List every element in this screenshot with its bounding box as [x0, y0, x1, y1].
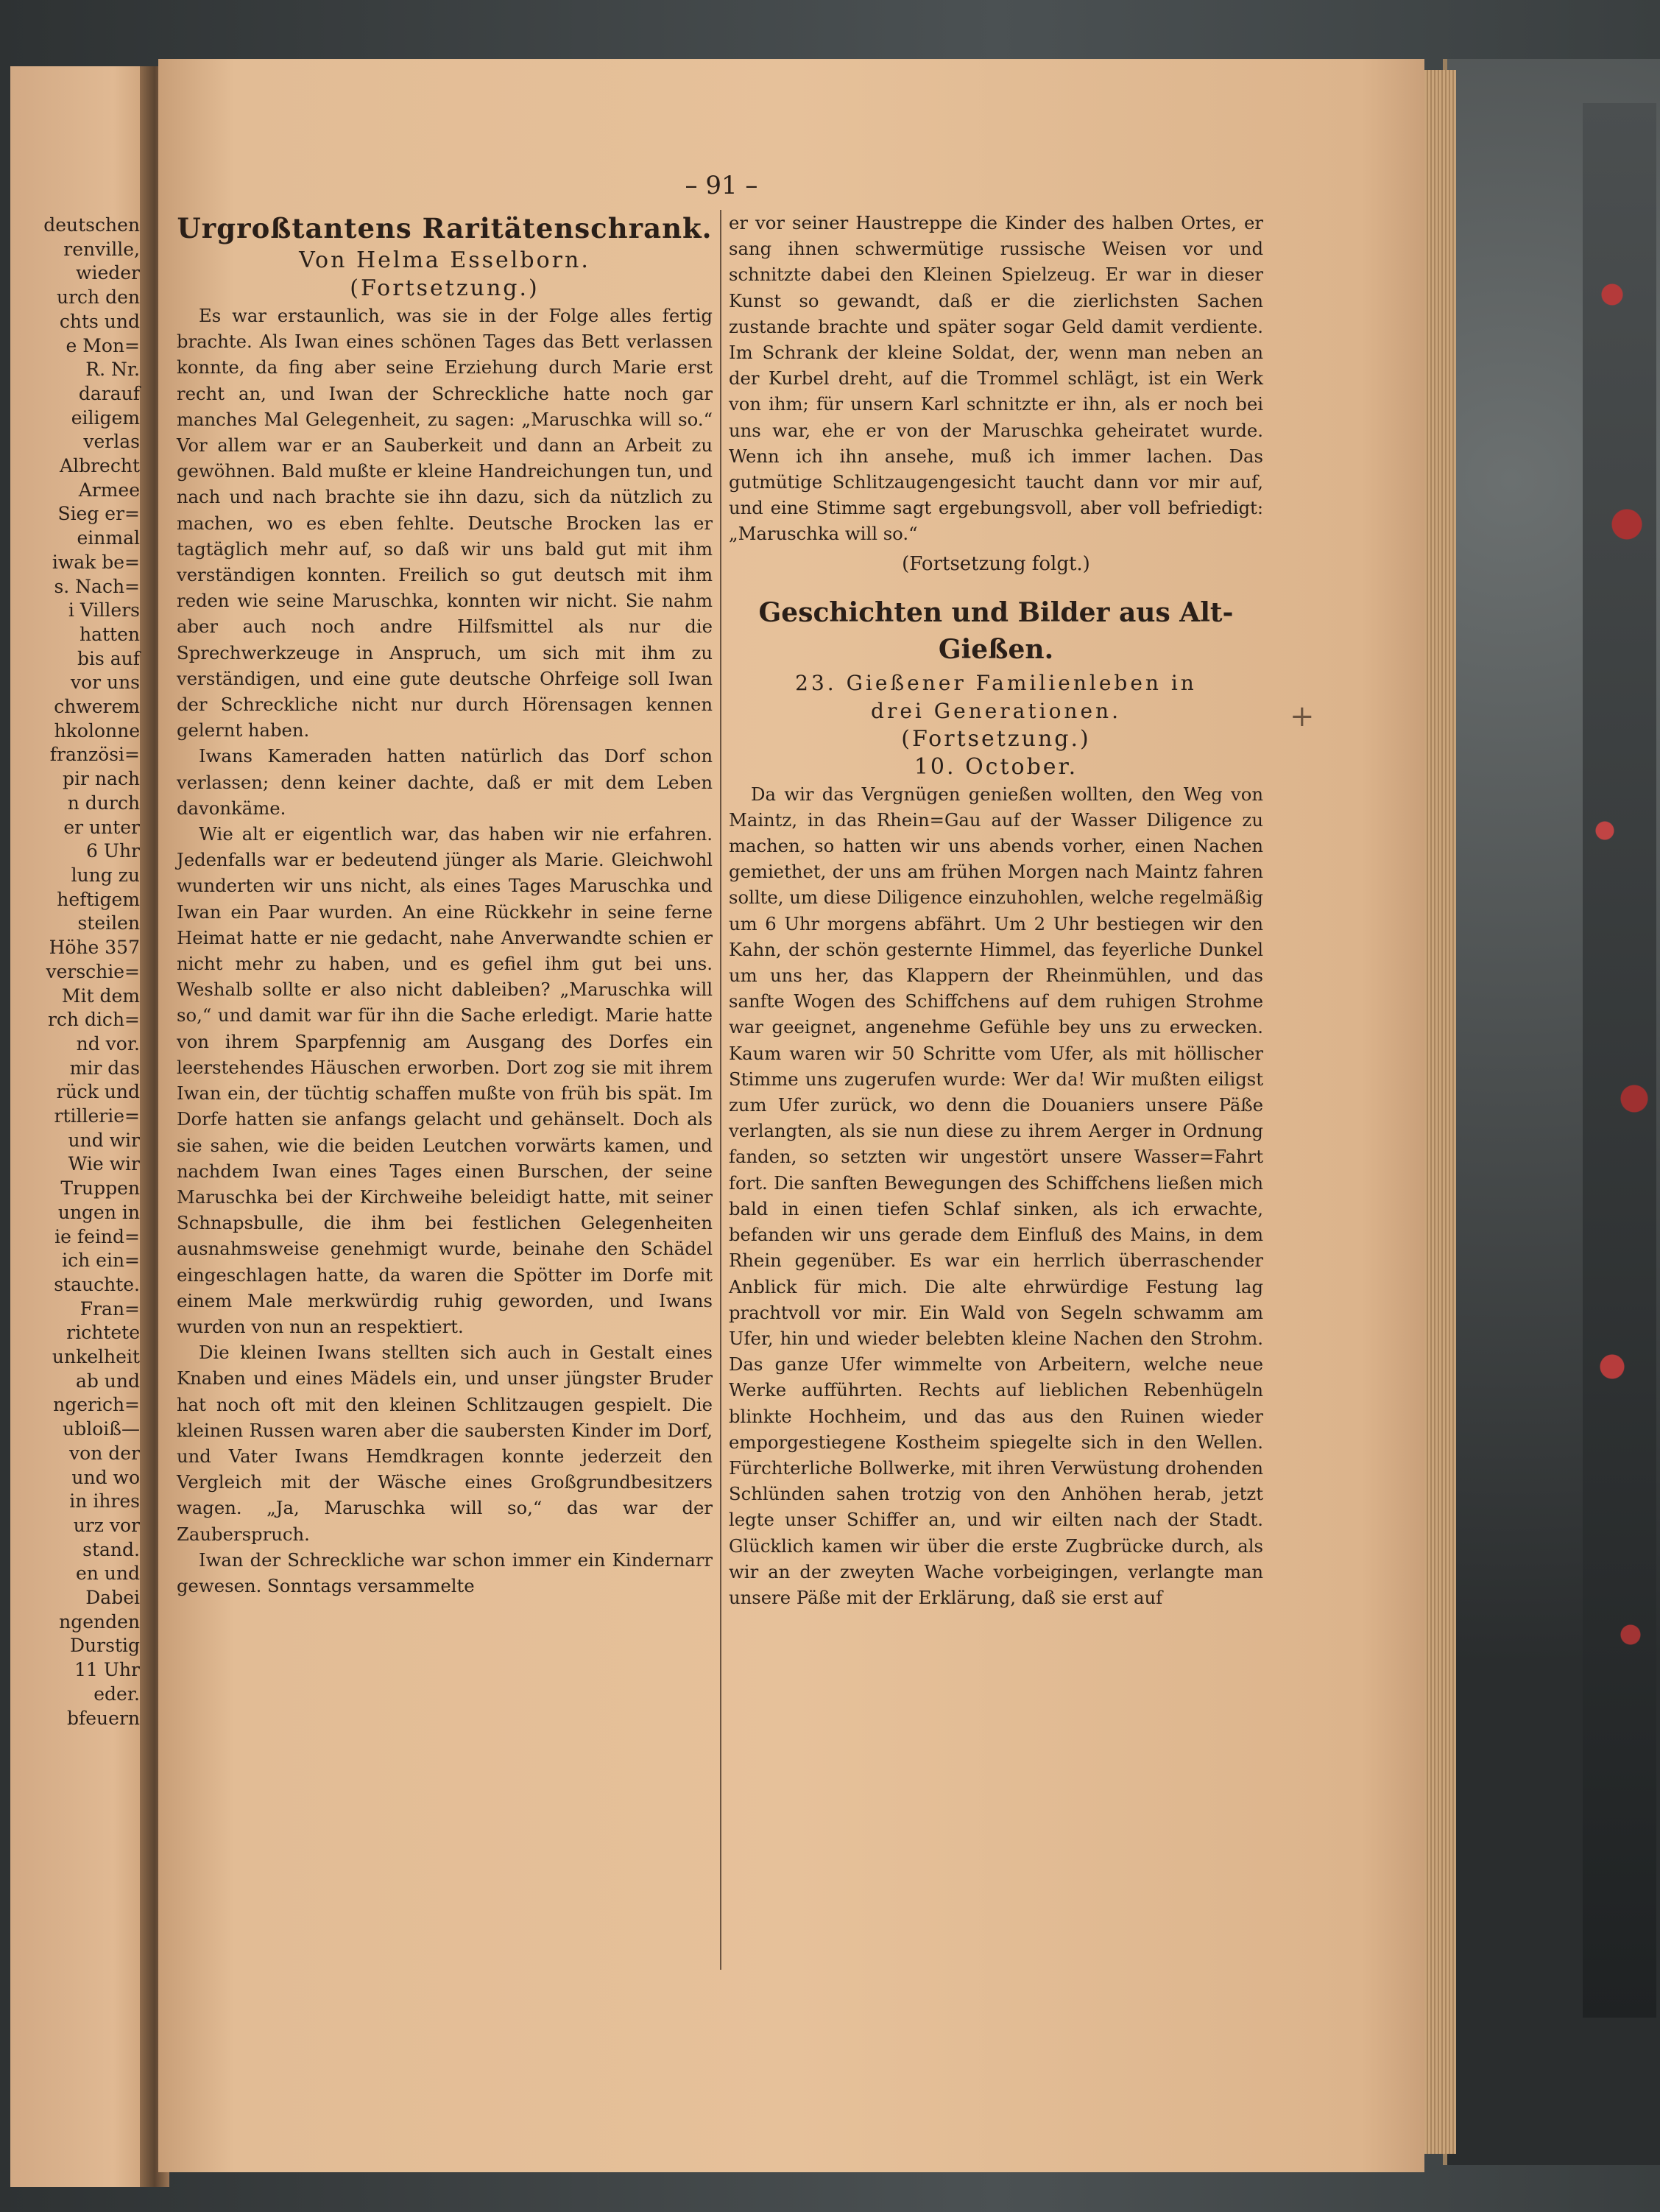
left-fragment-line: e Mon= — [66, 334, 140, 356]
article2-date: 10. October. — [914, 753, 1078, 780]
left-fragment-line: ab und — [75, 1370, 140, 1392]
left-fragment-line: Truppen — [60, 1177, 140, 1200]
left-fragment-line: Fran= — [80, 1297, 140, 1320]
left-fragment-line: n durch — [67, 792, 140, 814]
left-fragment-line: chwerem — [54, 696, 140, 718]
article1-byline: Von Helma Esselborn. — [299, 247, 590, 273]
article1-continued-note: (Fortsetzung.) — [350, 275, 540, 301]
left-fragment-line: ungen in — [57, 1201, 140, 1223]
left-fragment-line: darauf — [78, 382, 140, 404]
left-fragment-line: iwak be= — [52, 551, 140, 573]
left-fragment-line: ubloiß— — [63, 1418, 140, 1440]
article1-paragraph: Iwans Kameraden hatten natürlich das Dorf schon verlassen; denn keiner dachte, daß er mit dem Leben davonkäme. — [177, 745, 713, 819]
left-fragment-line: bis auf — [77, 647, 140, 669]
article2-continued-note: (Fortsetzung.) — [901, 725, 1091, 752]
margin-plus-mark: + — [1290, 700, 1315, 733]
left-fragment-line: Mit dem — [61, 985, 140, 1007]
left-fragment-line: Sieg er= — [57, 503, 140, 525]
page-edge-stack — [1421, 70, 1456, 2154]
left-fragment-line: in ihres — [69, 1490, 140, 1512]
left-fragment-line: hatten — [80, 623, 140, 645]
left-fragment-line: R. Nr. — [85, 359, 140, 381]
left-fragment-line: urz vor — [73, 1514, 140, 1536]
article1-continuation: er vor seiner Haustreppe die Kinder des halben Ortes, er sang ihnen schwermütige russische Weisen vor und schnitzte dabei den Kleinen Spielzeug. Er war in dieser Kunst so gewandt, daß er die zierlichsten Sachen zustande brachte und später sogar Geld damit verdiente. Im Schrank der kleine Soldat, der, wenn man neben an der Kurbel dreht, auf die Trommel schlägt, ist ein Werk von ihm; für unsern Karl schnitzte er ihn, als er noch bei uns war, ehe er von der Maruschka geheiratet wurde. Wenn ich ihn ansehe, muß ich immer lachen. Das gutmütige Schlitzaugengesicht taucht dann vor mir auf, und eine Stimme sagt ergebungsvoll, aber voll befriedigt: „Maruschka will so.“ — [729, 212, 1263, 545]
left-fragment-line: mir das — [69, 1057, 140, 1079]
article1-paragraph: Die kleinen Iwans stellten sich auch in Gestalt eines Knaben und eines Mädels ein, und unser jüngster Bruder hat noch oft mit den kleinen Schlitzaugen gespielt. Die kleinen Russen waren aber die saubersten Kinder im Dorf, und Vater Iwans Hemdkragen konnte jederzeit den Vergleich mit der Wäsche eines Großgrundbesitzers wagen. „Ja, Maruschka will so,“ das war der Zauberspruch. — [177, 1342, 713, 1545]
left-fragment-line: heftigem — [57, 888, 140, 910]
left-fragment-line: französi= — [49, 744, 140, 766]
column-divider — [720, 210, 721, 1970]
left-fragment-line: ngenden — [59, 1610, 140, 1632]
article2-subtitle-line2: drei Generationen. — [871, 698, 1121, 723]
left-fragment-line: pir nach — [62, 768, 140, 790]
page-number: – 91 – — [685, 171, 758, 200]
article1-paragraph: Wie alt er eigentlich war, das haben wir nie erfahren. Jedenfalls war er bedeutend jünger als Marie. Gleichwohl wunderten wir uns nicht, als eines Tages Maruschka und Iwan ein Paar wurden. An eine Rückkehr in seine ferne Heimat hatte er nie gedacht, nahe Anverwandte schien er nicht mehr zu haben, und es gefiel ihm gut bei uns. Weshalb sollte er also nicht dableiben? „Maruschka will so,“ und damit war für ihn die Sache erledigt. Marie hatte von ihrem Sparpfennig am Ausgang des Dorfes ein leerstehendes Häuschen erworben. Dort zog sie mit ihrem Iwan ein, der tüchtig schaffen mußte von früh bis spät. Im Dorfe hatten sie anfangs gelacht und gehänselt. Doch als sie sahen, wie die beiden Leutchen vorwärts kamen, und nachdem Iwan eines Tages einen Burschen, der seine Maruschka bei der Kirchweihe beleidigt hatte, mit seiner Schnapsbulle, die ihm bei festlichen Gelegenheiten ausnahmsweise genehmigt wurde, beinahe den Schädel eingeschlagen hatte, da waren die Spötter im Dorfe mit einem Male merkwürdig ruhig geworden, und Iwans wurden von nun an respektiert. — [177, 823, 713, 1337]
left-fragment-line: chts und — [59, 310, 140, 332]
left-fragment-line: Durstig — [70, 1635, 140, 1657]
left-fragment-line: deutschen — [43, 214, 140, 236]
article2-title: Geschichten und Bilder aus Alt-Gießen. — [758, 596, 1234, 665]
right-column — [729, 210, 1263, 1610]
left-fragment-line: eiligem — [71, 406, 140, 429]
left-fragment-line: wieder — [76, 262, 140, 284]
left-fragment-line: ich ein= — [62, 1250, 140, 1272]
left-fragment-line: ie feind= — [54, 1225, 140, 1247]
left-fragment-line: urch den — [56, 286, 140, 309]
article1-paragraph: Es war erstaunlich, was sie in der Folge alles fertig brachte. Als Iwan eines schönen Tages das Bett verlassen konnte, da fing aber seine Erziehung durch Marie erst recht an, und Iwan der Schreckliche hatte noch gar manches Mal Gelegenheit, zu sagen: „Maruschka will so.“ Vor allem war er an Sauberkeit und dann an Arbeit zu gewöhnen. Bald mußte er kleine Handreichungen tun, und nach und nach brachte sie ihn dazu, sich da nützlich zu machen, wo es eben fehlte. Deutsche Brocken las er tagtäglich mehr auf, so daß wir uns bald gut mit ihm verständigen konnten. Freilich so gut deutsch mit ihm reden wie seine Maruschka, konnten wir nicht. Sie nahm aber auch noch andre Hilfsmittel als nur die Sprechwerkzeuge in Anspruch, um sich mit ihm zu verständigen, und eine gute deutsche Ohrfeige soll Iwan der Schreckliche nicht nur durch Hörensagen kennen gelernt haben. — [177, 305, 713, 742]
left-fragment-line: nd vor. — [76, 1032, 140, 1054]
article1-title: Urgroßtantens Raritätenschrank. — [177, 212, 713, 244]
left-fragment-line: renville, — [63, 238, 140, 260]
left-fragment-line: eder. — [93, 1683, 140, 1705]
left-fragment-line: steilen — [77, 912, 140, 934]
left-fragment-line: verlas — [83, 431, 140, 453]
left-fragment-line: stauchte. — [54, 1273, 140, 1295]
left-fragment-line: vor uns — [70, 672, 140, 694]
left-column — [177, 210, 713, 1599]
left-fragment-line: Wie wir — [68, 1153, 140, 1175]
left-fragment-line: von der — [69, 1442, 140, 1464]
left-fragment-line: einmal — [77, 527, 140, 549]
left-fragment-line: rück und — [56, 1081, 140, 1103]
left-fragment-line: verschie= — [46, 960, 140, 982]
left-fragment-line: s. Nach= — [54, 575, 140, 597]
left-fragment-line: Höhe 357 — [49, 937, 140, 959]
left-fragment-line: hkolonne — [54, 719, 140, 742]
left-fragment-line: 11 Uhr — [74, 1659, 140, 1681]
article2-subtitle-line1: 23. Gießener Familienleben in — [795, 670, 1197, 695]
marbled-cover-edge — [1583, 103, 1656, 2018]
left-fragment-line: er unter — [63, 816, 140, 838]
article1-paragraph: Iwan der Schreckliche war schon immer ein Kindernarr gewesen. Sonntags versammelte — [177, 1549, 713, 1596]
left-fragment-line: ngerich= — [53, 1394, 140, 1416]
left-fragment-line: Albrecht — [60, 455, 140, 477]
left-fragment-line: und wo — [71, 1466, 140, 1488]
article1-to-be-continued: (Fortsetzung folgt.) — [902, 552, 1090, 575]
left-fragment-line: bfeuern — [67, 1707, 140, 1729]
left-fragment-line: en und — [75, 1563, 140, 1585]
left-fragment-line: 6 Uhr — [86, 840, 140, 862]
article2-paragraph: Da wir das Vergnügen genießen wollten, den Weg von Maintz, in das Rhein=Gau auf der Wasser Diligence zu machen, so hatten wir uns abends vorher, einen Nachen gemiethet, der uns am frühen Morgen nach Maintz fahren sollte, um diese Diligence einzuhohlen, welche regelmäßig um 6 Uhr morgens abfährt. Um 2 Uhr bestiegen wir den Kahn, der schön gesternte Himmel, das feyerliche Dunkel um uns her, das Klappern der Rheinmühlen, und das sanfte Wogen des Schiffchens auf dem ruhigen Strohme war geeignet, angenehme Gefühle bey uns zu erwecken. Kaum waren wir 50 Schritte vom Ufer, als mit höllischer Stimme uns zugerufen wurde: Wer da! Wir mußten eiligst zum Ufer zurück, wo denn die Douaniers unsere Päße verlangten, als sie nun diese zu ihrem Aerger in Ordnung fanden, so setzten wir ungestört unsere Wasser=Fahrt fort. Die sanften Bewegungen des Schiffchens ließen mich bald in einen tiefen Schlaf sinken, als ich erwachte, befanden wir uns gerade dem Einfluß des Mains, in dem Rhein gegenüber. Es war ein herrlich überraschender Anblick für mich. Die alte ehrwürdige Festung lag prachtvoll vor mir. Ein Wald von Segeln schwamm am Ufer, hin und wieder belebten kleine Nachen den Strohm. Das ganze Ufer wimmelte von Arbeitern, welche neue Werke aufführten. Rechts auf lieblichen Rebenhügeln blinkte Hochheim, und das aus den Ruinen wieder emporgestiegene Kostheim spiegelte sich in den Wellen. Fürchterliche Bollwerke, mit ihren Verwüstung drohenden Schlünden sahen trotzig von den Anhöhen herab, jetzt legte unser Schiffer an, und wir eilten nach der Stadt. Glücklich kamen wir über die erste Zugbrücke durch, als wir an der zweyten Wache vorbeigingen, verlangte man unsere Päße mit der Erklärung, daß sie erst auf — [729, 783, 1263, 1608]
left-fragment-line: Dabei — [85, 1587, 140, 1609]
left-fragment-line: unkelheit — [52, 1346, 140, 1368]
left-fragment-line: lung zu — [71, 864, 140, 886]
left-fragment-line: rtillerie= — [54, 1105, 140, 1127]
left-page-text-fragment — [10, 214, 140, 1730]
left-fragment-line: Armee — [78, 479, 140, 501]
left-fragment-line: rch dich= — [47, 1009, 140, 1031]
left-fragment-line: richtete — [66, 1322, 140, 1344]
left-fragment-line: stand. — [82, 1538, 140, 1560]
left-fragment-line: und wir — [68, 1129, 140, 1151]
left-fragment-line: i Villers — [68, 599, 140, 621]
